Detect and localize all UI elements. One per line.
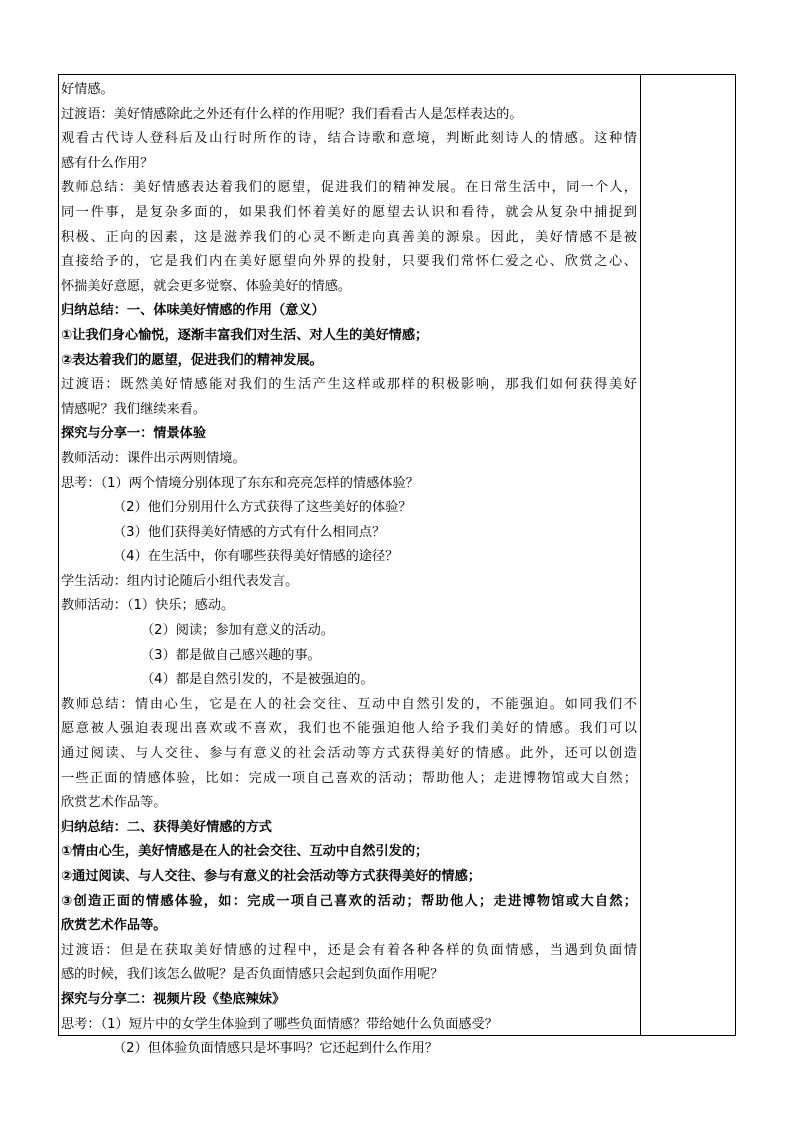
text-line: 通过阅读、与人交往、参与有意义的社会活动等方式获得美好的情感。此外，还可以创造	[61, 746, 637, 762]
text-line: 同一件事，是复杂多面的，如果我们怀着美好的愿望去认识和看待，就会从复杂中捕捉到	[61, 204, 637, 220]
summary-point: ②通过阅读、与人交往、参与有意义的社会活动等方式获得美好的情感；	[61, 869, 481, 884]
summary-point: ①让我们身心愉悦，逐渐丰富我们对生活、对人生的美好情感；	[61, 327, 429, 343]
lesson-plan-table	[58, 74, 736, 1057]
notes-column	[641, 75, 735, 1035]
text-line: 教师活动：课件出示两则情境。	[61, 450, 246, 466]
text-line: 愿意被人强迫表现出喜欢或不喜欢，我们也不能强迫他人给予我们美好的情感。我们可以	[61, 721, 637, 737]
section-heading: 探究与分享一：情景体验	[61, 426, 207, 442]
text-line: 教师总结：情由心生，它是在人的社会交往、互动中自然引发的，不能强迫。如同我们不	[61, 696, 637, 712]
answer-line: 教师活动：（1）快乐；感动。	[61, 598, 235, 614]
text-line: 感的时候，我们该怎么做呢？是否负面情感只会起到负面作用呢？	[61, 967, 444, 983]
question-line: 思考：（1）短片中的女学生体验到了哪些负面情感？带给她什么负面感受？	[61, 1016, 498, 1032]
text-line: 感有什么作用？	[61, 155, 154, 171]
text-line: 积极、正向的因素，这是滋养我们的心灵不断走向真善美的源泉。因此，美好情感不是被	[61, 229, 637, 245]
section-heading: 归纳总结：二、获得美好情感的方式	[61, 819, 272, 835]
text-line: 一些正面的情感体验，比如：完成一项自己喜欢的活动；帮助他人；走进博物馆或大自然；	[61, 770, 637, 786]
section-heading: 探究与分享二：视频片段《垫底辣妹》	[61, 991, 286, 1007]
text-line: 观看古代诗人登科后及山行时所作的诗，结合诗歌和意境，判断此刻诗人的情感。这种情	[61, 131, 637, 147]
section-heading: 归纳总结：一、体味美好情感的作用（意义）	[61, 303, 325, 319]
text-line: 情感呢？我们继续来看。	[61, 401, 207, 417]
question-line: （4）在生活中，你有哪些获得美好情感的途径？	[113, 549, 399, 565]
answer-line: （2）阅读；参加有意义的活动。	[141, 623, 335, 639]
text-line: 过渡语：既然美好情感能对我们的生活产生这样或那样的积极影响，那我们如何获得美好	[61, 377, 637, 393]
text-line: 过渡语：美好情感除此之外还有什么样的作用呢？我们看看古人是怎样表达的。	[61, 106, 523, 122]
text-line: 过渡语：但是在获取美好情感的过程中，还是会有着各种各样的负面情感，当遇到负面情	[61, 942, 637, 958]
text-line: 直接给予的，它是我们内在美好愿望向外界的投射，只要我们常怀仁爱之心、欣赏之心、	[61, 254, 637, 270]
question-line: （3）他们获得美好情感的方式有什么相同点？	[113, 524, 386, 540]
question-line: （2）但体验负面情感只是坏事吗？它还起到什么作用？	[113, 1041, 438, 1057]
answer-line: （3）都是做自己感兴趣的事。	[141, 647, 321, 663]
summary-point: ②表达着我们的愿望，促进我们的精神发展。	[61, 352, 323, 368]
text-line: 教师总结：美好情感表达着我们的愿望，促进我们的精神发展。在日常生活中，同一个人，	[61, 180, 637, 196]
answer-line: （4）都是自然引发的，不是被强迫的。	[141, 672, 374, 688]
question-line: 思考：（1）两个情境分别体现了东东和亮亮怎样的情感体验？	[61, 475, 419, 491]
summary-point: ①情由心生，美好情感是在人的社会交往、互动中自然引发的；	[61, 844, 429, 860]
summary-point: ③创造正面的情感体验，如：完成一项自己喜欢的活动；帮助他人；走进博物馆或大自然；	[61, 893, 637, 909]
question-line: （2）他们分别用什么方式获得了这些美好的体验？	[113, 500, 412, 516]
summary-point: 欣赏艺术作品等。	[61, 918, 167, 934]
text-line: 好情感。	[61, 82, 114, 97]
text-line: 欣赏艺术作品等。	[61, 795, 167, 811]
text-line: 学生活动：组内讨论随后小组代表发言。	[61, 573, 299, 589]
lesson-content-cell	[61, 78, 637, 1062]
text-line: 怀揣美好意愿，就会更多觉察、体验美好的情感。	[61, 278, 352, 294]
